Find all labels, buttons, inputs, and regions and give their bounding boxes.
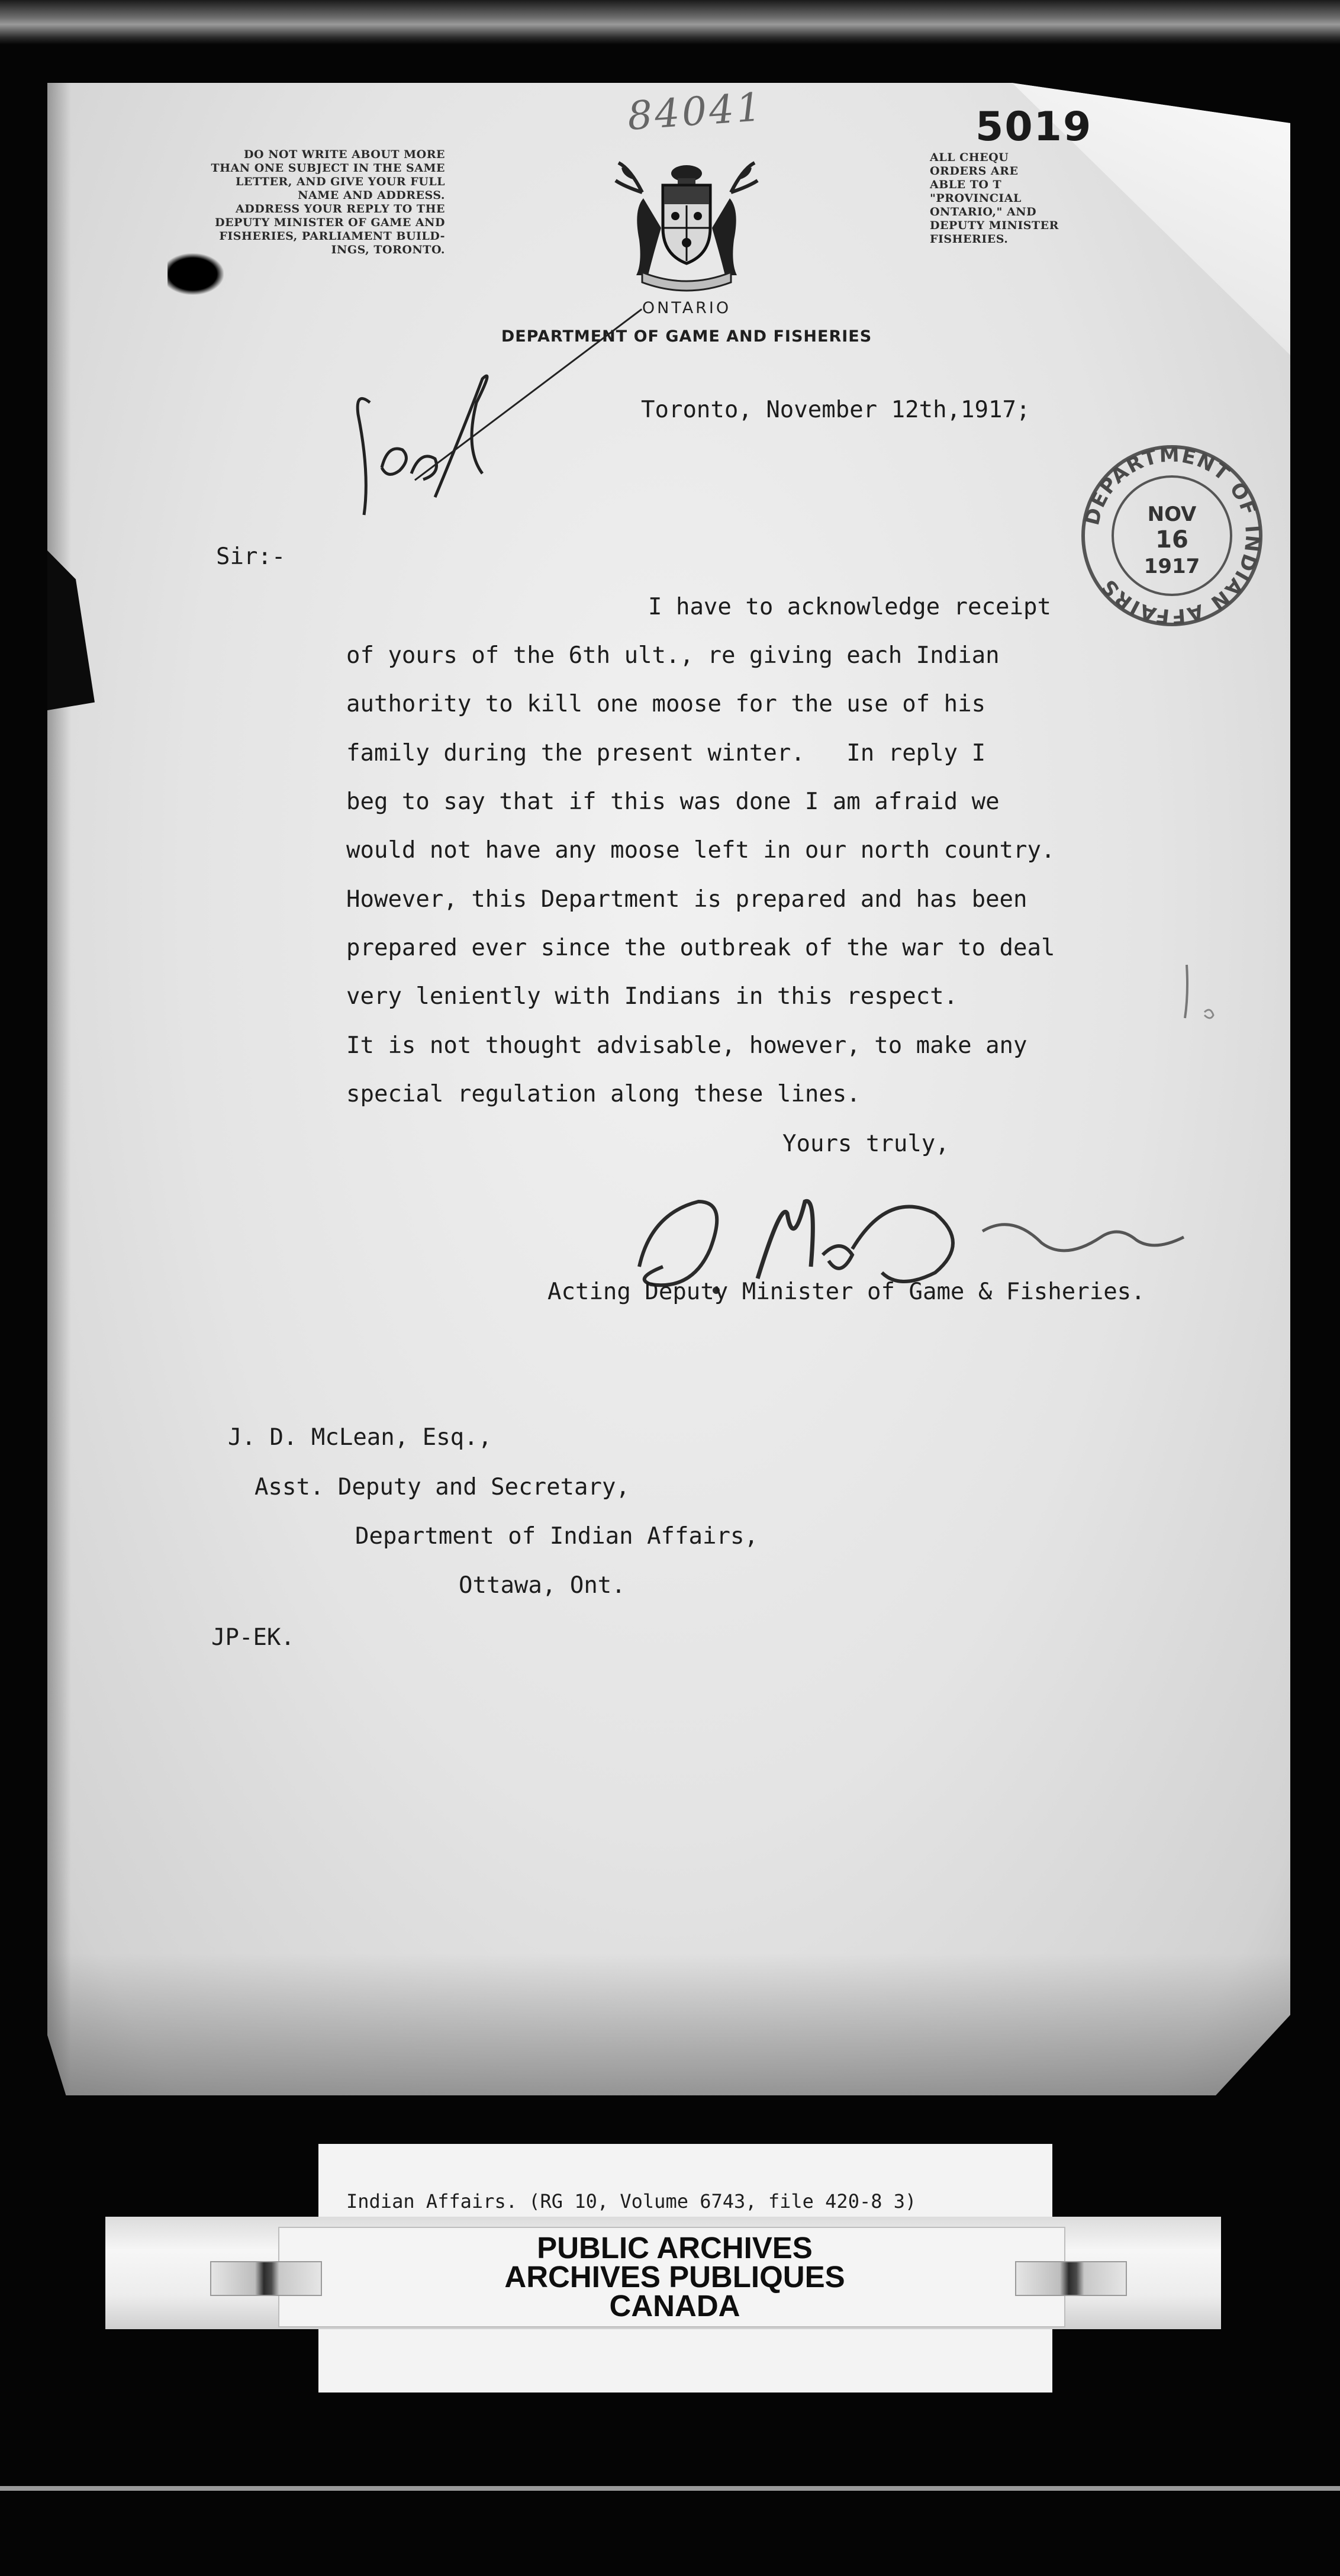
stamped-number: 5019 (975, 104, 1093, 150)
ribbon-clip-left (210, 2261, 322, 2296)
body-line: prepared ever since the outbreak of the war to deal (346, 935, 1055, 961)
ribbon-clip-right (1015, 2261, 1127, 2296)
letter-date: Toronto, November 12th,1917; (641, 397, 1030, 423)
paper-edge-shadow (47, 83, 71, 2095)
body-line: very leniently with Indians in this respect. (346, 983, 958, 1010)
body-line: special regulation along these lines. (346, 1081, 861, 1107)
body-line: family during the present winter. In reply I (346, 740, 986, 767)
archive-reference: Indian Affairs. (RG 10, Volume 6743, file 420-8 3) (346, 2190, 917, 2213)
pencil-mark-icon (1178, 959, 1231, 1030)
received-date-stamp (1074, 438, 1270, 633)
body-line: authority to kill one moose for the use of his (346, 691, 986, 717)
letterhead-province: ONTARIO (642, 299, 732, 317)
body-line: I have to acknowledge receipt (648, 594, 1051, 620)
address-line: Ottawa, Ont. (459, 1572, 626, 1599)
letterhead-left-note: DO NOT WRITE ABOUT MORE THAN ONE SUBJECT IN THE SAME LETTER, AND GIVE YOUR FULL NAME AND ADDRESS. ADDRESS YOUR REPLY TO THE DEPUTY MINISTER OF GAME AND FISHERIES, PARLIAMENT BUILD- INGS, TORONTO. (211, 148, 445, 256)
letterhead-right-note: ALL CHEQU ORDERS ARE ABLE TO T "PROVINCIAL ONTARIO," AND DEPUTY MINISTER FISHERIES. (930, 151, 1059, 246)
film-top-strip (0, 0, 1340, 44)
archive-title (367, 2231, 983, 2323)
address-line: Department of Indian Affairs, (355, 1523, 758, 1550)
letterhead-department: DEPARTMENT OF GAME AND FISHERIES (501, 327, 872, 346)
body-line: However, this Department is prepared and has been (346, 886, 1027, 913)
handwritten-file-number: 84041 (626, 84, 765, 139)
ink-blot (168, 253, 224, 295)
archive-title-fr: ARCHIVES PUBLIQUES (504, 2260, 845, 2294)
body-line: of yours of the 6th ult., re giving each Indian (346, 642, 1000, 669)
stamp-day: 16 (1155, 526, 1188, 553)
body-line: It is not thought advisable, however, to make any (346, 1032, 1027, 1059)
stamp-month: NOV (1147, 503, 1197, 526)
archive-country: CANADA (609, 2289, 740, 2323)
paper-bottom-shadow (47, 1953, 1290, 2095)
ontario-coat-of-arms-icon (607, 157, 766, 293)
letter-salutation: Sir:- (216, 543, 286, 570)
address-line: J. D. McLean, Esq., (228, 1424, 492, 1451)
body-line: would not have any moose left in our north country. (346, 837, 1055, 864)
stamp-year: 1917 (1143, 555, 1200, 578)
letter-closing: Yours truly, (782, 1131, 949, 1157)
handwritten-scrawl-icon (346, 355, 500, 527)
signature-title: Acting Deputy Minister of Game & Fisheries. (547, 1279, 1145, 1305)
typist-initials: JP-EK. (211, 1624, 295, 1651)
archive-title-en: PUBLIC ARCHIVES (537, 2231, 813, 2265)
film-bottom-strip (0, 2486, 1340, 2491)
body-line: beg to say that if this was done I am afraid we (346, 788, 1000, 815)
stamp-ring-text: DEPARTMENT OF INDIAN AFFAIRS (1080, 443, 1265, 629)
address-line: Asst. Deputy and Secretary, (255, 1474, 630, 1500)
